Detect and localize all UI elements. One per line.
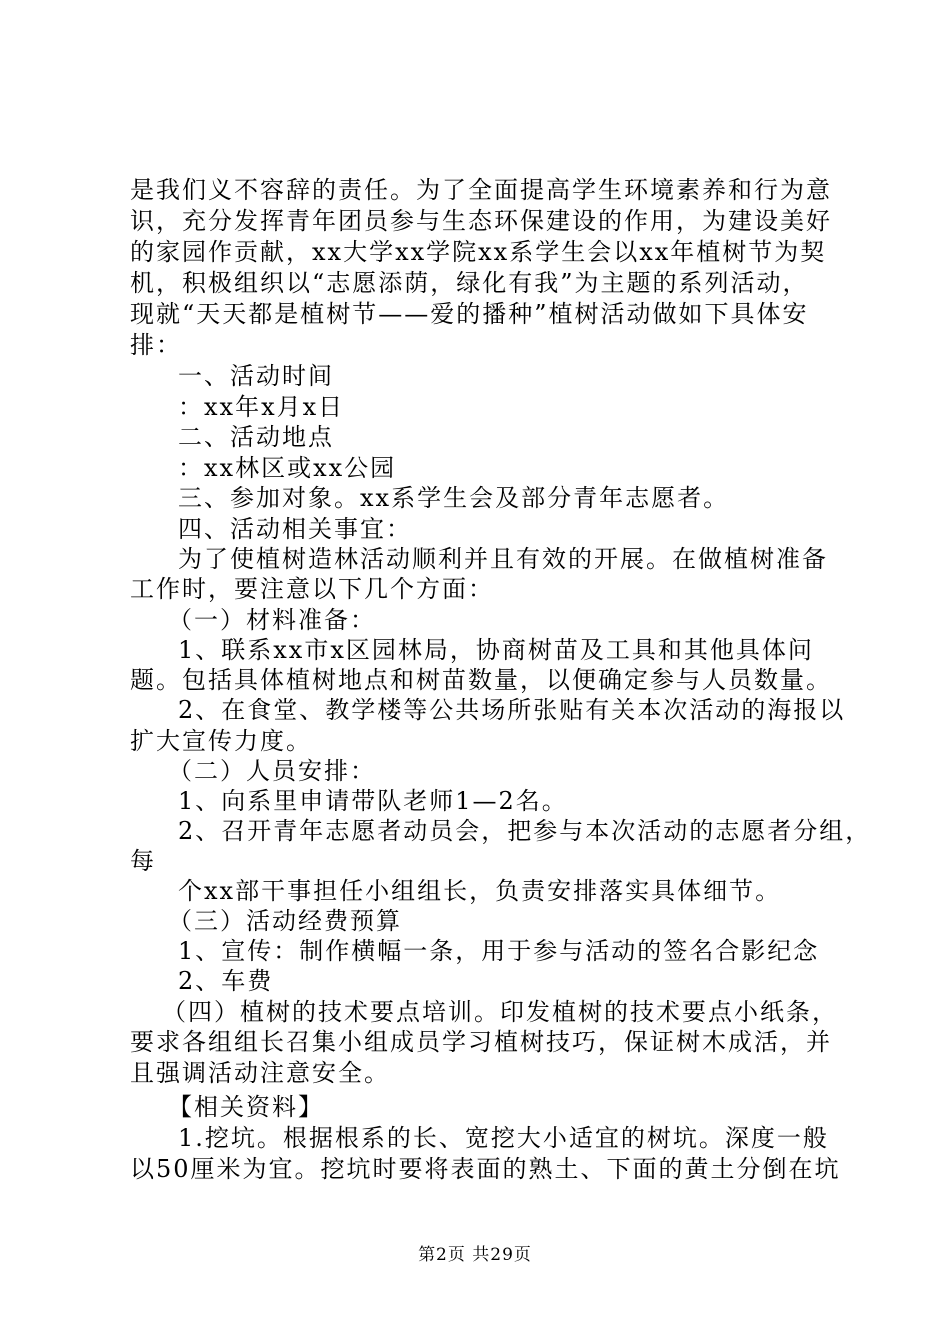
- paragraph-line: 每: [130, 847, 156, 875]
- section-heading: 四、活动相关事宜：: [178, 515, 412, 543]
- paragraph-line: 识，充分发挥青年团员参与生态环保建设的作用，为建设美好: [130, 207, 832, 235]
- paragraph-line: 的家园作贡献，xx大学xx学院xx系学生会以xx年植树节为契: [130, 238, 827, 266]
- paragraph-line: 2、在食堂、教学楼等公共场所张贴有关本次活动的海报以: [178, 696, 846, 724]
- paragraph-line: ：xx林区或xx公园: [178, 454, 397, 482]
- paragraph-line: 个xx部干事担任小组组长，负责安排落实具体细节。: [178, 877, 782, 905]
- subsection-heading: （一）材料准备：: [168, 606, 376, 634]
- paragraph-line: 1、联系xx市x区园林局，协商树苗及工具和其他具体问: [178, 636, 814, 664]
- page-footer: 第2页 共29页: [418, 1245, 532, 1265]
- subsection-heading: （四）植树的技术要点培训。印发植树的技术要点小纸条，: [162, 998, 838, 1026]
- paragraph-line: 工作时，要注意以下几个方面：: [130, 575, 494, 603]
- paragraph-line: 机，积极组织以“志愿添荫，绿化有我”为主题的系列活动，: [130, 269, 809, 297]
- paragraph-line: 1、宣传：制作横幅一条，用于参与活动的签名合影纪念: [178, 937, 820, 965]
- paragraph-line: 2、召开青年志愿者动员会，把参与本次活动的志愿者分组，: [178, 817, 872, 845]
- paragraph-line: 以50厘米为宜。挖坑时要将表面的熟土、下面的黄土分倒在坑: [130, 1155, 841, 1183]
- paragraph-line: 为了使植树造林活动顺利并且有效的开展。在做植树准备: [178, 545, 828, 573]
- paragraph-line: 题。包括具体植树地点和树苗数量，以便确定参与人员数量。: [130, 666, 832, 694]
- section-heading: 一、活动时间: [178, 362, 334, 390]
- paragraph-line: 要求各组组长召集小组成员学习植树技巧，保证树木成活，并: [130, 1028, 832, 1056]
- paragraph-line: 排：: [130, 331, 182, 359]
- section-heading: 【相关资料】: [168, 1093, 324, 1121]
- subsection-heading: （三）活动经费预算: [168, 907, 402, 935]
- paragraph-line: 2、车费: [178, 967, 274, 995]
- paragraph-line: 扩大宣传力度。: [130, 727, 312, 755]
- subsection-heading: （二）人员安排：: [168, 757, 376, 785]
- section-heading: 二、活动地点: [178, 423, 334, 451]
- paragraph-line: 1.挖坑。根据根系的长、宽挖大小适宜的树坑。深度一般: [178, 1124, 829, 1152]
- paragraph-line: 是我们义不容辞的责任。为了全面提高学生环境素养和行为意: [130, 176, 832, 204]
- paragraph-line: 且强调活动注意安全。: [130, 1059, 390, 1087]
- section-heading: 三、参加对象。xx系学生会及部分青年志愿者。: [178, 484, 730, 512]
- paragraph-line: ：xx年x月x日: [178, 393, 345, 421]
- paragraph-line: 现就“天天都是植树节——爱的播种”植树活动做如下具体安: [130, 300, 809, 328]
- paragraph-line: 1、向系里申请带队老师1—2名。: [178, 787, 568, 815]
